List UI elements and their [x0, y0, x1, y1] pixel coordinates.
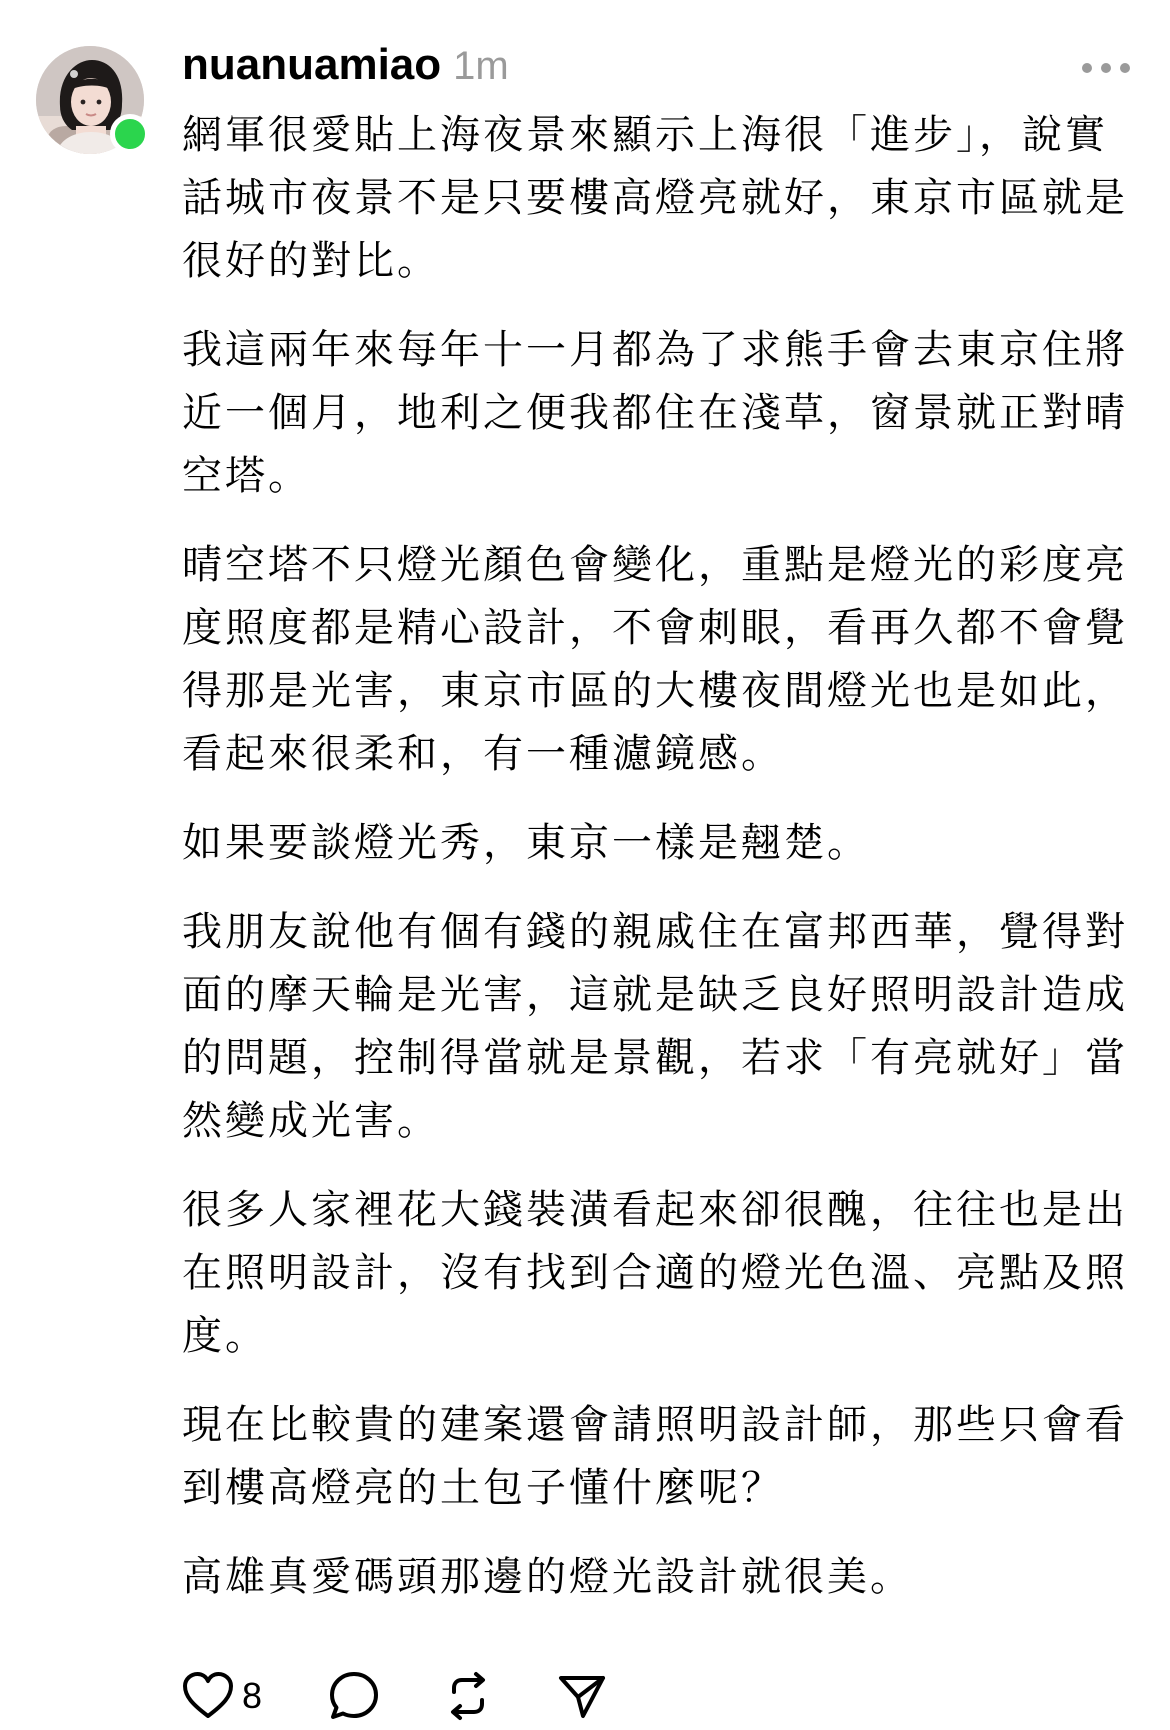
post-paragraph: 現在比較貴的建案還會請照明設計師，那些只會看到樓高燈亮的土包子懂什麼呢？ [182, 1402, 1128, 1511]
post-body [182, 104, 1142, 1635]
heart-icon [182, 1672, 234, 1720]
more-dots-icon [1082, 63, 1092, 73]
username[interactable]: nuanuamiao [182, 40, 442, 89]
post-paragraph: 我朋友說他有個有錢的親戚住在富邦西華，覺得對面的摩天輪是光害，這就是缺乏良好照明設計造成的問題，控制得當就是景觀，若求「有亮就好」當然變成光害。 [182, 909, 1128, 1144]
like-button[interactable] [182, 1672, 262, 1720]
post-time: 1m [453, 44, 509, 88]
online-status-dot [110, 114, 150, 154]
comment-bubble-icon [328, 1670, 380, 1722]
post-paragraph: 網軍很愛貼上海夜景來顯示上海很「進步」，說實話城市夜景不是只要樓高燈亮就好，東京市區就是很好的對比。 [182, 112, 1128, 284]
comment-button[interactable] [328, 1670, 380, 1722]
more-dots-icon [1101, 63, 1111, 73]
more-options-button[interactable] [1082, 56, 1130, 80]
share-button[interactable] [556, 1670, 608, 1722]
post-actions [182, 1668, 608, 1724]
post-paragraph: 如果要談燈光秀，東京一樣是翹楚。 [182, 820, 870, 866]
more-dots-icon [1120, 63, 1130, 73]
repost-button[interactable] [442, 1670, 494, 1722]
send-icon [556, 1670, 608, 1722]
post-paragraph: 很多人家裡花大錢裝潢看起來卻很醜，往往也是出在照明設計，沒有找到合適的燈光色溫、亮點及照度。 [182, 1187, 1128, 1359]
avatar-container[interactable] [36, 46, 144, 154]
post-paragraph: 晴空塔不只燈光顏色會變化，重點是燈光的彩度亮度照度都是精心設計，不會刺眼，看再久都不會覺得那是光害，東京市區的大樓夜間燈光也是如此，看起來很柔和，有一種濾鏡感。 [182, 542, 1128, 777]
like-count: 8 [242, 1675, 263, 1716]
repost-icon [442, 1670, 494, 1722]
post-paragraph: 高雄真愛碼頭那邊的燈光設計就很美。 [182, 1554, 913, 1600]
post-paragraph: 我這兩年來每年十一月都為了求熊手會去東京住將近一個月，地利之便我都住在淺草，窗景就正對晴空塔。 [182, 327, 1128, 499]
post-header [182, 40, 509, 100]
